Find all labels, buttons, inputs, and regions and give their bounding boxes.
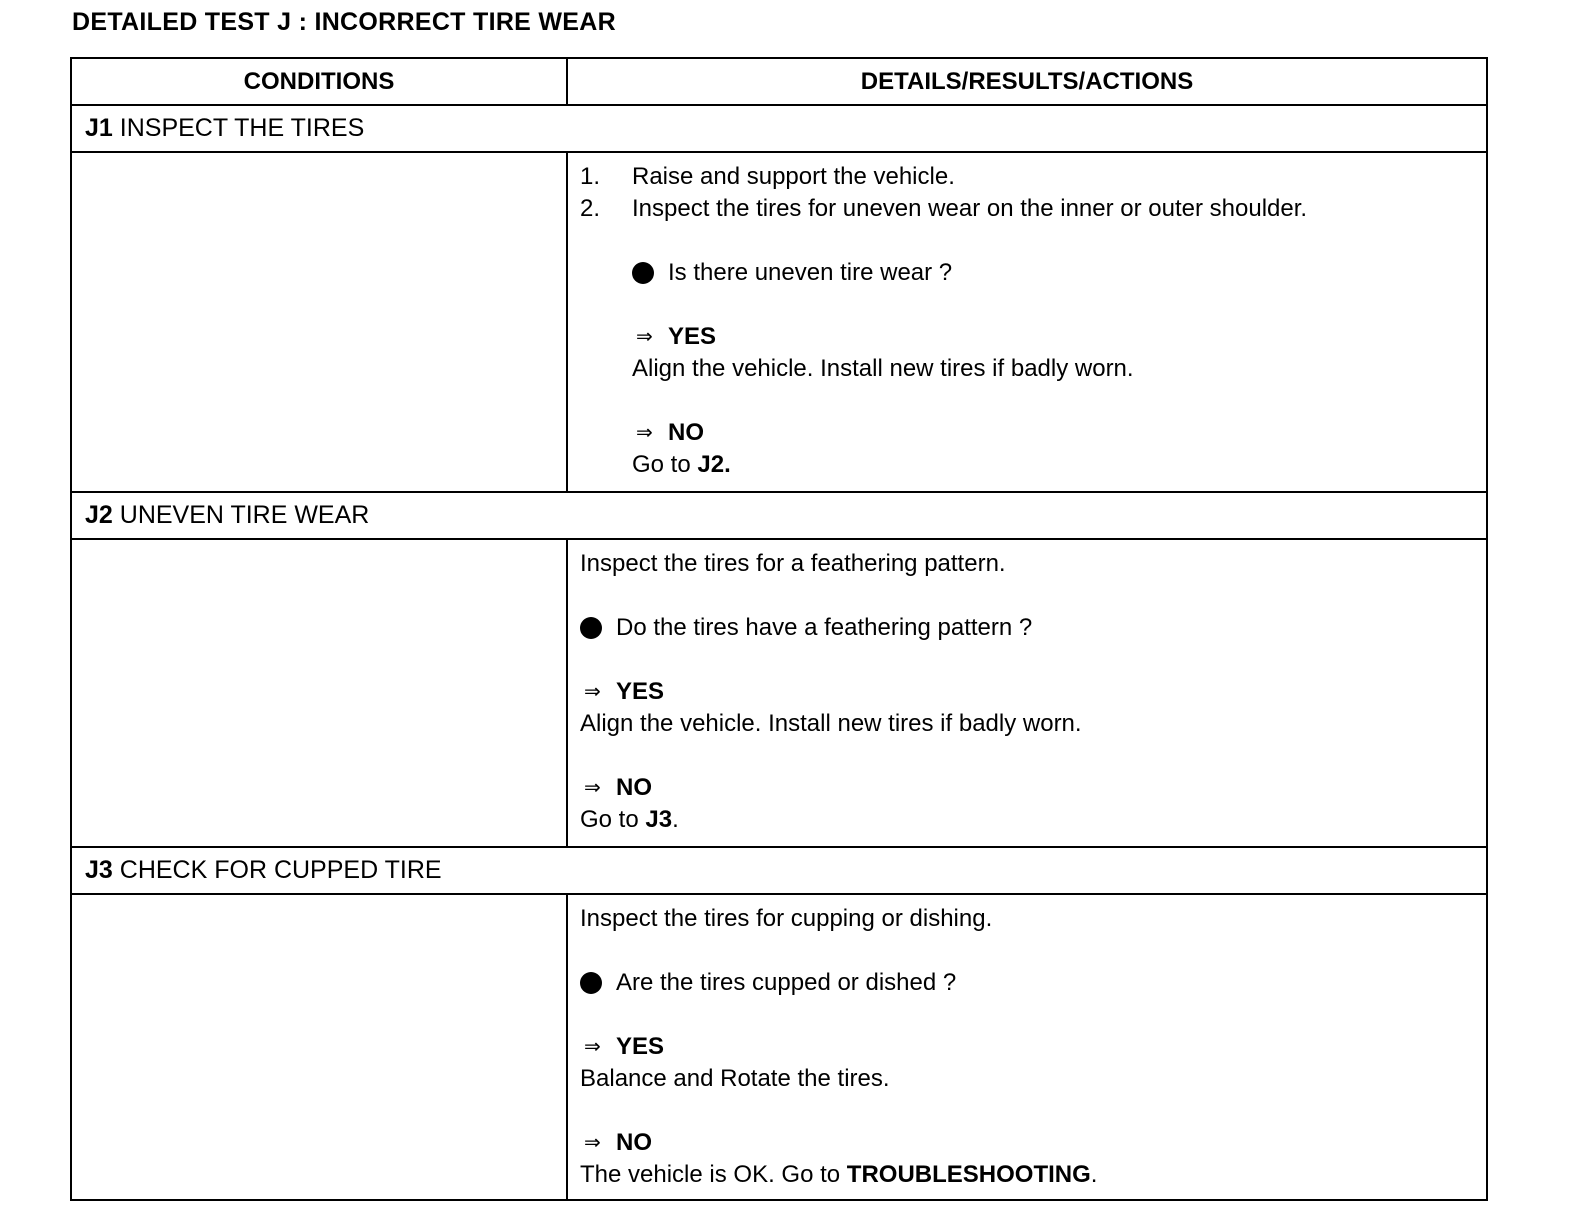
implies-arrow-icon: ⇒ (584, 1036, 601, 1058)
question-text: Are the tires cupped or dished ? (616, 969, 957, 996)
bullet-icon (632, 262, 654, 284)
implies-arrow-icon: ⇒ (584, 1132, 601, 1154)
step-row-j2 (71, 492, 1487, 539)
implies-arrow-icon: ⇒ (584, 777, 601, 799)
details-header: DETAILS/RESULTS/ACTIONS (567, 58, 1487, 105)
no-action (580, 449, 1486, 481)
details-cell-j2 (567, 539, 1487, 847)
item-number: 1. (580, 163, 601, 190)
step-id: J1 (85, 114, 113, 142)
question-text: Do the tires have a feathering pattern ? (616, 614, 1033, 641)
yes-action: Align the vehicle. Install new tires if badly worn. (580, 710, 1082, 737)
conditions-cell-j1 (71, 152, 567, 492)
no-action-prefix: Go to (632, 451, 698, 478)
step-title: UNEVEN TIRE WEAR (119, 501, 370, 529)
implies-arrow-icon: ⇒ (636, 326, 653, 348)
implies-arrow-icon: ⇒ (636, 422, 653, 444)
document-title: DETAILED TEST J : INCORRECT TIRE WEAR (72, 8, 616, 36)
conditions-header: CONDITIONS (71, 58, 567, 105)
question-line (580, 967, 1486, 999)
conditions-cell-j3 (71, 894, 567, 1200)
numbered-item (580, 193, 1486, 225)
no-line (580, 1127, 1486, 1159)
yes-label: YES (616, 1033, 665, 1060)
no-action-target: TROUBLESHOOTING (846, 1161, 1091, 1188)
step-row-j1 (71, 105, 1487, 152)
no-label: NO (616, 1129, 652, 1156)
no-label: NO (616, 774, 652, 801)
no-action-target: J3 (645, 806, 673, 833)
step-heading-j1 (71, 105, 1487, 152)
step-body-j3 (71, 894, 1487, 1200)
no-action-suffix: . (1090, 1161, 1098, 1188)
bullet-icon (580, 972, 602, 994)
implies-arrow-icon: ⇒ (584, 681, 601, 703)
yes-action: Balance and Rotate the tires. (580, 1065, 890, 1092)
step-row-j3 (71, 847, 1487, 894)
step-title: CHECK FOR CUPPED TIRE (119, 856, 442, 884)
no-action-suffix: . (672, 806, 679, 833)
details-cell-j3 (567, 894, 1487, 1200)
item-text: Inspect the tires for uneven wear on the inner or outer shoulder. (632, 195, 1308, 222)
yes-action: Align the vehicle. Install new tires if badly worn. (632, 355, 1134, 382)
yes-line (580, 676, 1486, 708)
step-body-j2 (71, 539, 1487, 847)
no-action-prefix: Go to (580, 806, 646, 833)
step-heading-j2 (71, 492, 1487, 539)
no-label: NO (668, 419, 704, 446)
step-title: INSPECT THE TIRES (119, 114, 365, 142)
intro-text: Inspect the tires for cupping or dishing. (580, 905, 993, 932)
yes-line (580, 1031, 1486, 1063)
step-id: J2 (85, 501, 113, 529)
intro-text: Inspect the tires for a feathering pattern. (580, 550, 1006, 577)
question-line (580, 257, 1486, 289)
details-cell-j1 (567, 152, 1487, 492)
no-line (580, 772, 1486, 804)
no-action-target: J2. (697, 451, 731, 478)
bullet-icon (580, 617, 602, 639)
no-action-prefix: The vehicle is OK. Go to (580, 1161, 847, 1188)
step-body-j1 (71, 152, 1487, 492)
question-line (580, 612, 1486, 644)
yes-label: YES (668, 323, 717, 350)
yes-line (580, 321, 1486, 353)
question-text: Is there uneven tire wear ? (668, 259, 953, 286)
step-id: J3 (85, 856, 113, 884)
step-heading-j3 (71, 847, 1487, 894)
numbered-item (580, 161, 1486, 193)
table-header-row (71, 58, 1487, 105)
item-text: Raise and support the vehicle. (632, 163, 955, 190)
yes-label: YES (616, 678, 665, 705)
conditions-cell-j2 (71, 539, 567, 847)
item-number: 2. (580, 195, 601, 222)
test-table (70, 57, 1488, 1201)
no-line (580, 417, 1486, 449)
no-action (580, 804, 1486, 836)
no-action (580, 1159, 1486, 1191)
